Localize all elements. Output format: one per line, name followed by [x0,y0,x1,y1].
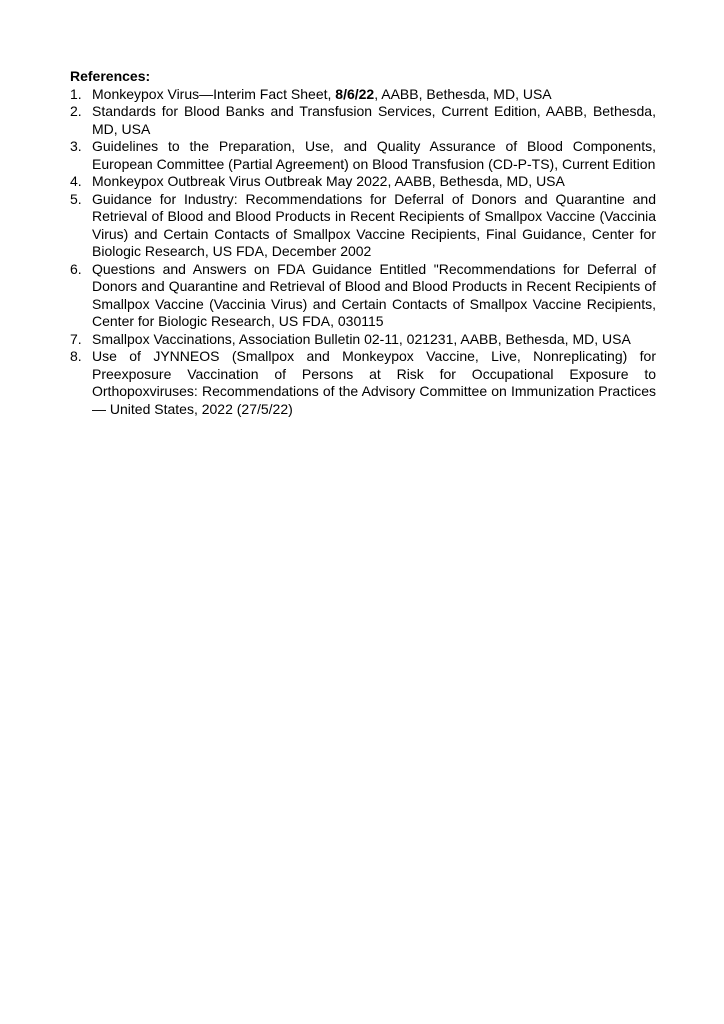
reference-number: 8. [70,348,82,364]
reference-text-part: , AABB, Bethesda, MD, USA [374,85,552,102]
reference-text-part: Questions and Answers on FDA Guidance Entitled "Recommendations for Deferral of Donors and Quarantine and Retrieval of Blood and Blood Products in Recent Recipients of Smallpox Vaccine (Vaccinia Virus) and Certain Contacts of Smallpox Vaccine Recipients, Center for Biologic Research, US FDA, 030115 [92,260,656,329]
reference-text-part: Monkeypox Virus—Interim Fact Sheet, [92,85,336,102]
reference-number: 1. [70,85,82,102]
reference-text-bold: 8/6/22 [335,85,375,102]
reference-item [70,331,656,349]
reference-item [70,261,656,331]
reference-text [92,261,656,330]
reference-item [70,138,656,173]
reference-text-part: Monkeypox Outbreak Virus Outbreak May 2022, AABB, Bethesda, MD, USA [92,173,565,189]
reference-number: 2. [70,103,82,119]
reference-number: 4. [70,173,82,189]
reference-item [70,103,656,138]
reference-number: 7. [70,330,82,347]
reference-item [70,86,656,104]
reference-text [92,173,565,189]
reference-number: 5. [70,190,82,207]
reference-item [70,173,656,191]
references-heading: References: [70,68,151,84]
reference-text [92,191,656,260]
reference-number: 6. [70,260,82,277]
reference-text-part: Standards for Blood Banks and Transfusion Services, Current Edition, AABB, Bethesda, MD, USA [92,103,656,137]
reference-text [92,348,656,417]
references-list [70,86,656,419]
reference-item [70,348,656,418]
reference-text [92,331,631,347]
reference-text-part: Smallpox Vaccinations, Association Bulletin 02-11, 021231, AABB, Bethesda, MD, USA [92,330,631,347]
reference-text [92,86,552,102]
reference-item [70,191,656,261]
reference-text-part: Guidance for Industry: Recommendations for Deferral of Donors and Quarantine and Retrieval of Blood and Blood Products in Recent Recipients of Smallpox Vaccine (Vaccinia Virus) and Certain Contacts of Smallpox Vaccine Recipients, Final Guidance, Center for Biologic Research, US FDA, December 2002 [92,190,656,259]
reference-text [92,138,656,172]
reference-text-part: Use of JYNNEOS (Smallpox and Monkeypox Vaccine, Live, Nonreplicating) for Preexposure Vaccination of Persons at Risk for Occupational Exposure to Orthopoxviruses: Recommendations of the Advisory Committee on Immunization Practices — United States, 2022 (27/5/22) [92,348,656,417]
reference-text [92,103,656,137]
reference-text-part: Guidelines to the Preparation, Use, and Quality Assurance of Blood Components, European Committee (Partial Agreement) on Blood Transfusion (CD-P-TS), Current Edition [92,138,656,172]
reference-number: 3. [70,138,82,154]
